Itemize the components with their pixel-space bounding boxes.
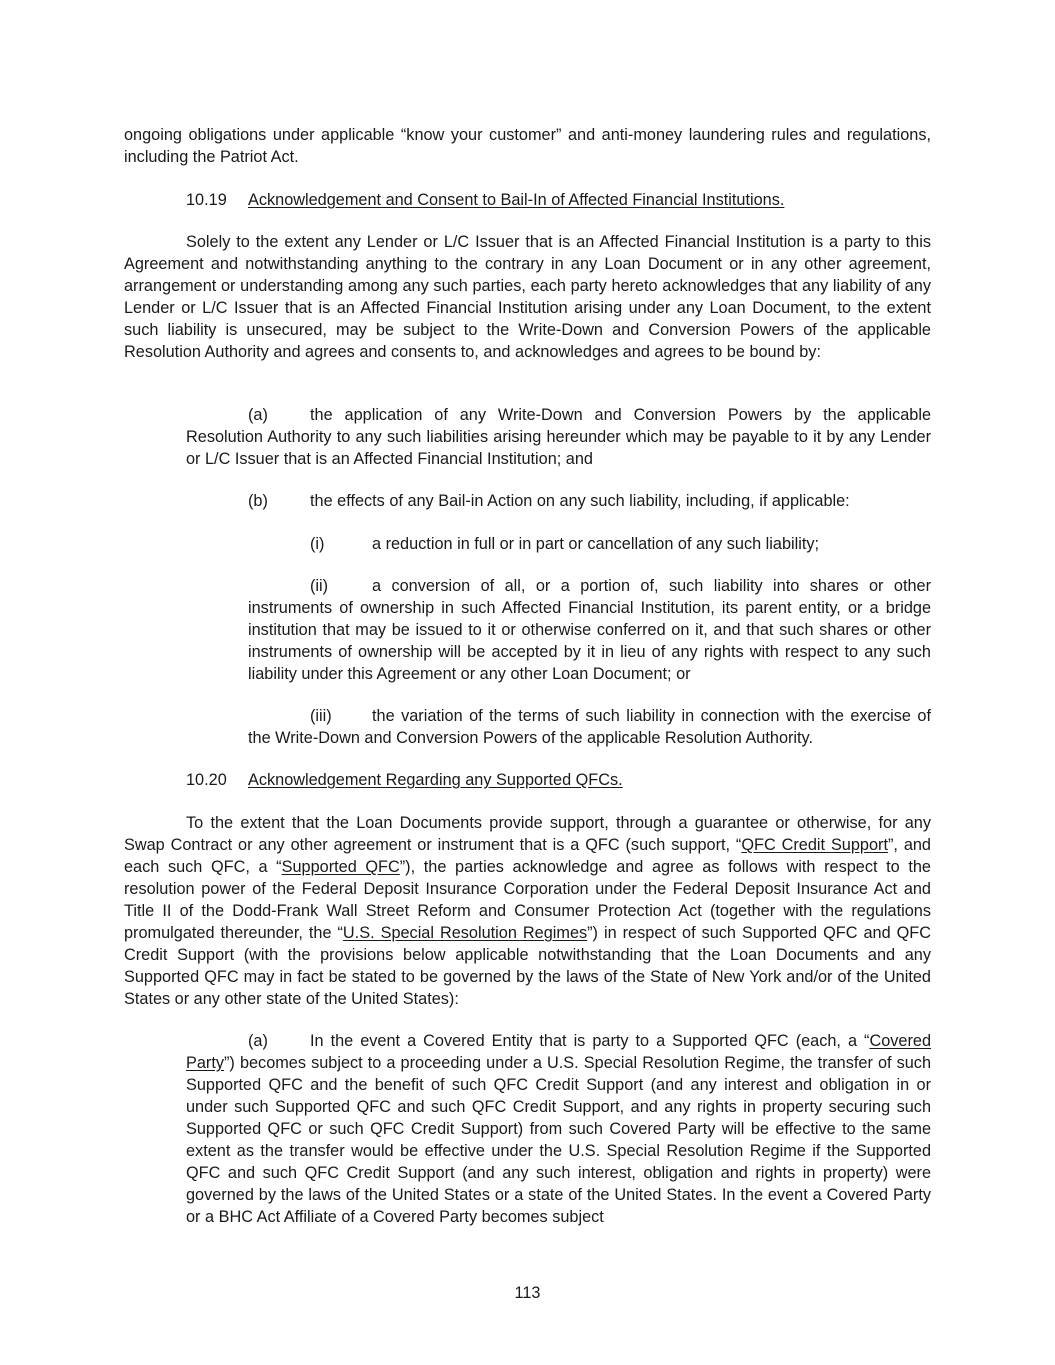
clause-text: a reduction in full or in part or cancellation of any such liability; — [372, 535, 820, 553]
clause-text: In the event a Covered Entity that is party to a Supported QFC (each, a “ — [310, 1032, 870, 1050]
clause-text: the effects of any Bail-in Action on any such liability, including, if applicable: — [310, 492, 850, 510]
section-number: 10.20 — [186, 771, 227, 789]
page-number: 113 — [514, 1284, 541, 1302]
section-10-20-heading — [186, 769, 623, 791]
clause-text: ”) becomes subject to a proceeding under a U.S. Special Resolution Regime, the transfer of such Supported QFC and the benefit of such QFC Credit Support (and any interest and obligation in or under such Supported QFC and such QFC Credit Support, and any rights in property securing such Supported QFC or such QFC Credit Support) from such Covered Party will be effective to the same extent as the transfer would be effective under the U.S. Special Resolution Regime if the Supported QFC and such QFC Credit Support (and any such interest, obligation and rights in property) were governed by the laws of the United States or a state of the United States. In the event a Covered Party or a BHC Act Affiliate of a Covered Party becomes subject — [186, 1054, 931, 1226]
body-text: ”), the parties acknowledge and agree as follows with respect to the resolution power of the Federal Deposit Insurance Corporation under the Federal Deposit Insurance Act and Title II of the Dodd-Frank Wall Street Reform and Consumer Protection Act (together with the regulations promulgated thereunder, the “ — [124, 858, 931, 942]
clause-text: a conversion of all, or a portion of, such liability into shares or other instruments of ownership in such Affected Financial Institution, its parent entity, or a bridge institution that may be issued to it or otherwise conferred on it, and that such shares or other instruments of ownership will be accepted by it in lieu of any rights with respect to any such liability under this Agreement or any other Loan Document; or — [248, 577, 931, 683]
body-text: ”, and each such QFC, a “ — [124, 836, 931, 876]
body-text: To the extent that the Loan Documents provide support, through a guarantee or otherwise, for any Swap Contract or any other agreement or instrument that is a QFC (such support, “ — [124, 814, 931, 854]
clause-ii — [248, 575, 931, 685]
defined-term: Supported QFC — [281, 858, 400, 876]
clause-label: (ii) — [310, 577, 329, 595]
defined-term: QFC Credit Support — [741, 836, 888, 854]
clause-b — [248, 490, 931, 512]
clause-text: the application of any Write-Down and Conversion Powers by the applicable Resolution Authority to any such liabilities arising hereunder which may be payable to it by any Lender or L/C Issuer that is an Affected Financial Institution; and — [186, 406, 931, 468]
section-title: Acknowledgement and Consent to Bail-In of Affected Financial Institutions. — [248, 191, 785, 209]
section-10-20-body — [124, 812, 931, 1010]
defined-term: U.S. Special Resolution Regimes — [342, 924, 588, 942]
intro-paragraph: ongoing obligations under applicable “know your customer” and anti-money laundering rules and regulations, including the Patriot Act. — [124, 126, 931, 166]
clause-i — [310, 533, 931, 555]
clause-label: (a) — [248, 1032, 268, 1050]
defined-term: Covered Party — [186, 1032, 931, 1072]
clause-label: (a) — [248, 406, 268, 424]
clause-label: (b) — [248, 492, 268, 510]
clause-text: the variation of the terms of such liability in connection with the exercise of the Write-Down and Conversion Powers of the applicable Resolution Authority. — [248, 707, 931, 747]
clause-a-covered-party — [186, 1030, 931, 1228]
clause-label: (i) — [310, 535, 325, 553]
section-title: Acknowledgement Regarding any Supported QFCs. — [248, 771, 623, 789]
body-text: ”) in respect of such Supported QFC and QFC Credit Support (with the provisions below applicable notwithstanding that the Loan Documents and any Supported QFC may in fact be stated to be governed by the laws of the State of New York and/or of the United States or any other state of the United States): — [124, 924, 931, 1008]
clause-a — [186, 404, 931, 470]
section-number: 10.19 — [186, 191, 227, 209]
clause-label: (iii) — [310, 707, 332, 725]
section-10-19-heading — [186, 189, 784, 211]
clause-iii — [248, 705, 931, 749]
section-10-19-body: Solely to the extent any Lender or L/C Issuer that is an Affected Financial Institution is a party to this Agreement and notwithstanding anything to the contrary in any Loan Document or in any other agreement, arrangement or understanding among any such parties, each party hereto acknowledges that any liability of any Lender or L/C Issuer that is an Affected Financial Institution arising under any Loan Document, to the extent such liability is unsecured, may be subject to the Write-Down and Conversion Powers of the applicable Resolution Authority and agrees and consents to, and acknowledges and agrees to be bound by: — [124, 233, 931, 361]
